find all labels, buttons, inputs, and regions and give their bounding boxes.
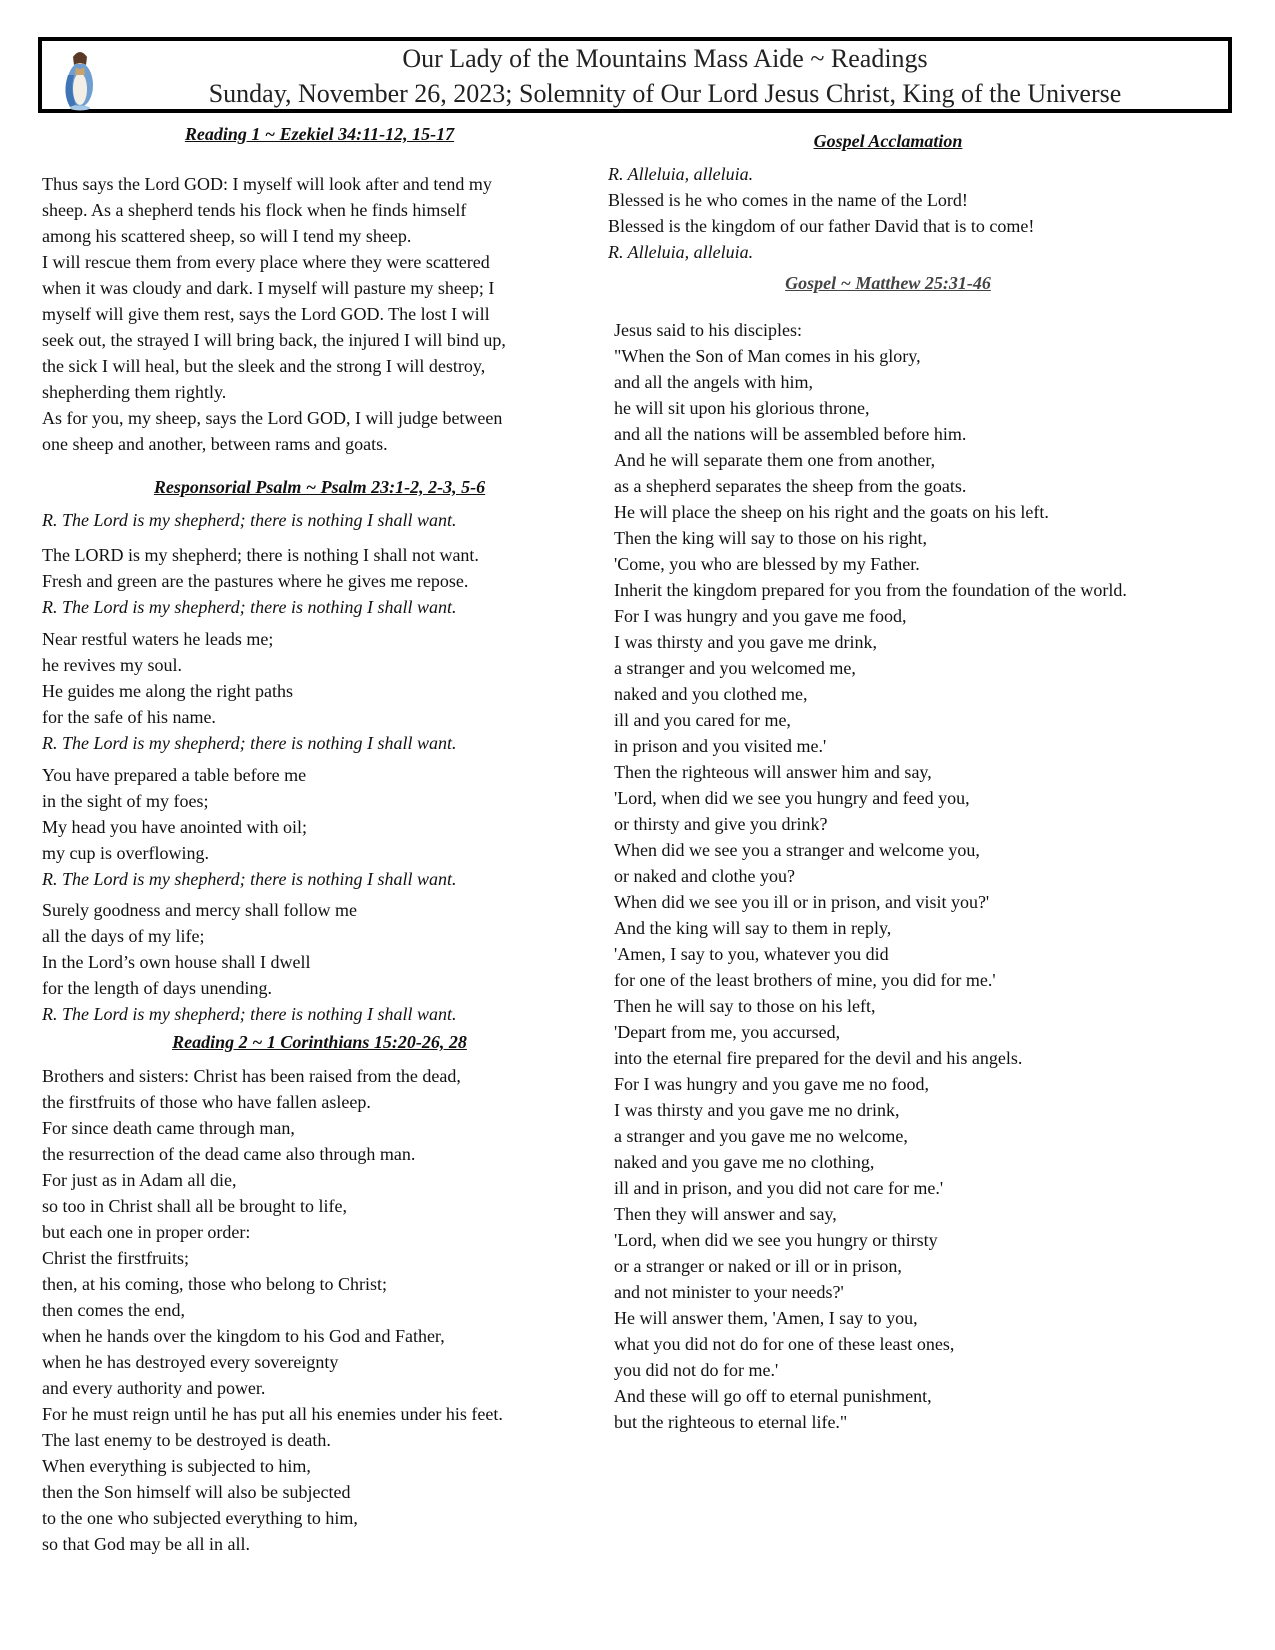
reading1-section <box>42 123 597 145</box>
text-line: 'Depart from me, you accursed, <box>614 1022 841 1042</box>
text-line: so that God may be all in all. <box>42 1534 250 1554</box>
text-line: He will place the sheep on his right and the goats on his left. <box>614 502 1049 522</box>
acclamation-response: R. Alleluia, alleluia. <box>608 164 754 184</box>
text-line: shepherding them rightly. <box>42 382 227 402</box>
text-line: for the safe of his name. <box>42 707 216 727</box>
reading2-body <box>42 1063 597 1557</box>
text-line: or naked and clothe you? <box>614 866 795 886</box>
text-line: Christ the firstfruits; <box>42 1248 189 1268</box>
text-line: Blessed is the kingdom of our father David that is to come! <box>608 216 1035 236</box>
psalm-response: R. The Lord is my shepherd; there is nothing I shall want. <box>42 733 457 753</box>
text-line: For he must reign until he has put all his enemies under his feet. <box>42 1404 503 1424</box>
text-line: one sheep and another, between rams and goats. <box>42 434 388 454</box>
text-line: The last enemy to be destroyed is death. <box>42 1430 331 1450</box>
header-title: Our Lady of the Mountains Mass Aide ~ Readings <box>402 44 928 73</box>
psalm-response: R. The Lord is my shepherd; there is nothing I shall want. <box>42 1004 457 1024</box>
text-line: and not minister to your needs?' <box>614 1282 844 1302</box>
psalm-stanza-1 <box>42 542 597 620</box>
text-line: ill and you cared for me, <box>614 710 791 730</box>
text-line: Near restful waters he leads me; <box>42 629 274 649</box>
text-line: Thus says the Lord GOD: I myself will look after and tend my <box>42 174 492 194</box>
acclamation-section <box>608 130 1168 152</box>
reading2-section <box>42 1031 597 1053</box>
text-line: For since death came through man, <box>42 1118 295 1138</box>
text-line: my cup is overflowing. <box>42 843 209 863</box>
text-line: Inherit the kingdom prepared for you from the foundation of the world. <box>614 580 1127 600</box>
text-line: Then he will say to those on his left, <box>614 996 876 1016</box>
text-line: Surely goodness and mercy shall follow me <box>42 900 357 920</box>
text-line: He will answer them, 'Amen, I say to you, <box>614 1308 918 1328</box>
text-line: Then the king will say to those on his right, <box>614 528 927 548</box>
gospel-section <box>608 272 1168 294</box>
text-line: as a shepherd separates the sheep from the goats. <box>614 476 967 496</box>
text-line: When everything is subjected to him, <box>42 1456 311 1476</box>
reading1-heading: Reading 1 ~ Ezekiel 34:11-12, 15-17 <box>184 124 455 144</box>
reading1-para2 <box>42 405 597 457</box>
text-line: naked and you clothed me, <box>614 684 808 704</box>
gospel-heading: Gospel ~ Matthew 25:31-46 <box>785 273 991 293</box>
acclamation-body <box>608 161 1248 265</box>
text-line: My head you have anointed with oil; <box>42 817 307 837</box>
text-line: For I was hungry and you gave me food, <box>614 606 907 626</box>
text-line: 'Come, you who are blessed by my Father. <box>614 554 920 574</box>
madonna-icon <box>56 45 102 111</box>
text-line: the sick I will heal, but the sleek and the strong I will destroy, <box>42 356 486 376</box>
text-line: and all the nations will be assembled before him. <box>614 424 967 444</box>
text-line: he will sit upon his glorious throne, <box>614 398 870 418</box>
text-line: and every authority and power. <box>42 1378 266 1398</box>
text-line: naked and you gave me no clothing, <box>614 1152 875 1172</box>
text-line: when he has destroyed every sovereignty <box>42 1352 339 1372</box>
text-line: when he hands over the kingdom to his God and Father, <box>42 1326 445 1346</box>
text-line: when it was cloudy and dark. I myself will pasture my sheep; I <box>42 278 495 298</box>
text-line: for one of the least brothers of mine, you did for me.' <box>614 970 996 990</box>
text-line: you did not do for me.' <box>614 1360 779 1380</box>
text-line: but the righteous to eternal life." <box>614 1412 848 1432</box>
text-line: ill and in prison, and you did not care for me.' <box>614 1178 944 1198</box>
text-line: As for you, my sheep, says the Lord GOD, I will judge between <box>42 408 503 428</box>
text-line: Brothers and sisters: Christ has been raised from the dead, <box>42 1066 461 1086</box>
text-line: all the days of my life; <box>42 926 205 946</box>
text-line: sheep. As a shepherd tends his flock when he finds himself <box>42 200 467 220</box>
reading1-para1 <box>42 171 597 405</box>
text-line: for the length of days unending. <box>42 978 272 998</box>
text-line: For just as in Adam all die, <box>42 1170 237 1190</box>
text-line: For I was hungry and you gave me no food, <box>614 1074 929 1094</box>
text-line: When did we see you a stranger and welcome you, <box>614 840 980 860</box>
psalm-response-1 <box>42 507 597 533</box>
text-line: what you did not do for one of these least ones, <box>614 1334 955 1354</box>
text-line: to the one who subjected everything to him, <box>42 1508 358 1528</box>
text-line: in prison and you visited me.' <box>614 736 827 756</box>
text-line: When did we see you ill or in prison, and visit you?' <box>614 892 990 912</box>
acclamation-response: R. Alleluia, alleluia. <box>608 242 754 262</box>
header-box <box>38 37 1232 113</box>
text-line: Jesus said to his disciples: <box>614 320 802 340</box>
text-line: I was thirsty and you gave me drink, <box>614 632 877 652</box>
text-line: into the eternal fire prepared for the devil and his angels. <box>614 1048 1023 1068</box>
text-line: he revives my soul. <box>42 655 182 675</box>
text-line: so too in Christ shall all be brought to life, <box>42 1196 347 1216</box>
text-line: or thirsty and give you drink? <box>614 814 828 834</box>
text-line: in the sight of my foes; <box>42 791 209 811</box>
text-line: then the Son himself will also be subjected <box>42 1482 351 1502</box>
psalm-heading: Responsorial Psalm ~ Psalm 23:1-2, 2-3, 5-6 <box>153 477 486 497</box>
text-line: but each one in proper order: <box>42 1222 251 1242</box>
text-line: I was thirsty and you gave me no drink, <box>614 1100 900 1120</box>
text-line: myself will give them rest, says the Lord GOD. The lost I will <box>42 304 490 324</box>
header-subtitle: Sunday, November 26, 2023; Solemnity of Our Lord Jesus Christ, King of the Universe <box>208 79 1122 108</box>
reading2-heading: Reading 2 ~ 1 Corinthians 15:20-26, 28 <box>172 1032 467 1052</box>
text-line: And these will go off to eternal punishment, <box>614 1386 932 1406</box>
text-line: Then they will answer and say, <box>614 1204 837 1224</box>
text-line: or a stranger or naked or ill or in prison, <box>614 1256 902 1276</box>
text-line: the resurrection of the dead came also through man. <box>42 1144 416 1164</box>
text-line: Fresh and green are the pastures where he gives me repose. <box>42 571 469 591</box>
text-line: The LORD is my shepherd; there is nothing I shall not want. <box>42 545 479 565</box>
text-line: among his scattered sheep, so will I tend my sheep. <box>42 226 412 246</box>
text-line: Then the righteous will answer him and say, <box>614 762 932 782</box>
text-line: I will rescue them from every place where they were scattered <box>42 252 490 272</box>
text-line: 'Lord, when did we see you hungry and feed you, <box>614 788 970 808</box>
text-line: In the Lord’s own house shall I dwell <box>42 952 311 972</box>
text-line: "When the Son of Man comes in his glory, <box>614 346 921 366</box>
text-line: a stranger and you gave me no welcome, <box>614 1126 908 1146</box>
text-line: You have prepared a table before me <box>42 765 307 785</box>
acclamation-heading: Gospel Acclamation <box>813 131 963 151</box>
text-line: then, at his coming, those who belong to Christ; <box>42 1274 387 1294</box>
text-line: the firstfruits of those who have fallen asleep. <box>42 1092 371 1112</box>
psalm-stanza-3 <box>42 762 597 892</box>
text-line: And he will separate them one from another, <box>614 450 936 470</box>
psalm-response: R. The Lord is my shepherd; there is nothing I shall want. <box>42 597 457 617</box>
psalm-stanza-4 <box>42 897 597 1027</box>
gospel-body <box>614 317 1254 1435</box>
psalm-response: R. The Lord is my shepherd; there is nothing I shall want. <box>42 510 457 530</box>
text-line: a stranger and you welcomed me, <box>614 658 856 678</box>
text-line: And the king will say to them in reply, <box>614 918 892 938</box>
text-line: and all the angels with him, <box>614 372 813 392</box>
psalm-response: R. The Lord is my shepherd; there is nothing I shall want. <box>42 869 457 889</box>
text-line: 'Amen, I say to you, whatever you did <box>614 944 889 964</box>
text-line: 'Lord, when did we see you hungry or thirsty <box>614 1230 938 1250</box>
text-line: then comes the end, <box>42 1300 185 1320</box>
text-line: He guides me along the right paths <box>42 681 293 701</box>
text-line: seek out, the strayed I will bring back, the injured I will bind up, <box>42 330 506 350</box>
psalm-section <box>42 476 597 498</box>
psalm-stanza-2 <box>42 626 597 756</box>
text-line: Blessed is he who comes in the name of the Lord! <box>608 190 968 210</box>
